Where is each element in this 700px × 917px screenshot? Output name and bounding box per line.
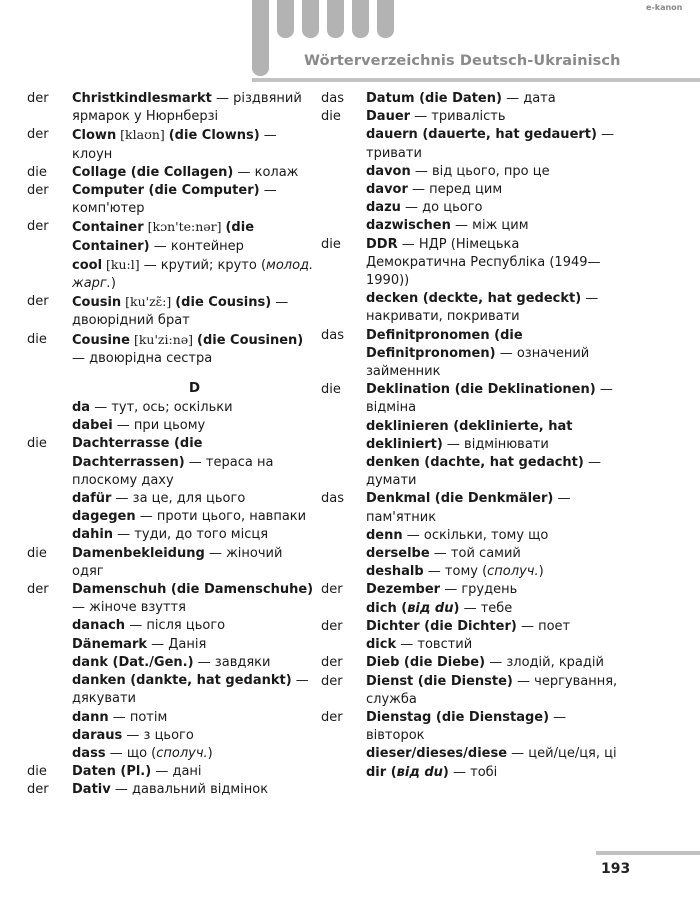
- entry-pronunciation: [klaʊn]: [116, 127, 169, 143]
- entry-headword: Container: [72, 220, 144, 236]
- dictionary-entry: [321, 709, 621, 745]
- header-rule: [252, 78, 700, 82]
- entry-translation: — колаж: [233, 164, 299, 180]
- dictionary-entry: [27, 435, 317, 490]
- entry-headword: derselbe: [366, 546, 430, 562]
- dictionary-entry: [321, 236, 621, 291]
- dictionary-entry: [27, 126, 317, 163]
- entry-article: der: [27, 294, 49, 310]
- dictionary-entry: [27, 763, 317, 781]
- entry-headword: davor: [366, 182, 408, 198]
- dictionary-entry: [27, 90, 317, 126]
- page-number: 193: [601, 861, 631, 877]
- entry-translation-end: ): [538, 564, 544, 580]
- dictionary-entry: [27, 490, 317, 508]
- entry-headword: Denkmal (die Denkmäler): [366, 491, 554, 507]
- entry-headword: Dauer: [366, 109, 411, 125]
- dictionary-entry: [321, 490, 621, 526]
- entry-headword: dick: [366, 637, 397, 653]
- entry-headword: deshalb: [366, 564, 424, 580]
- dictionary-entry: [27, 654, 317, 672]
- entry-article: der: [321, 618, 343, 634]
- dictionary-entry: [321, 764, 621, 782]
- entry-headword-note: від du: [407, 600, 454, 616]
- entry-plural: (die Cousins): [175, 295, 272, 311]
- entry-translation: — вівторок: [366, 709, 567, 744]
- entry-headword: Cousine: [72, 332, 130, 348]
- entry-translation: — пам'ятник: [366, 491, 571, 525]
- entry-translation: — дані: [151, 764, 202, 780]
- dictionary-entry: [321, 126, 621, 162]
- entry-translation: — означений займенник: [366, 345, 590, 380]
- header-tab-4: [327, 0, 344, 38]
- dictionary-entry: [27, 526, 317, 544]
- entry-headword: dazu: [366, 200, 401, 216]
- entry-grammar-note: молод. жарг.: [72, 257, 314, 292]
- entry-article: das: [321, 91, 344, 106]
- entry-translation: — з цього: [122, 727, 194, 743]
- entry-headword: dauern (dauerte, hat gedauert): [366, 127, 597, 143]
- header-tab-1: [252, 0, 269, 76]
- entry-headword: Dezember: [366, 582, 441, 598]
- entry-translation: — оскільки, тому що: [402, 527, 549, 543]
- dictionary-entry: [27, 617, 317, 635]
- dictionary-entry: [27, 727, 317, 745]
- entry-translation: — тебе: [459, 600, 513, 616]
- entry-translation: — НДР (Німецька Демократична Республіка (1949—1990)): [366, 236, 601, 289]
- dictionary-entry: [321, 618, 621, 636]
- dictionary-entry: [321, 290, 621, 326]
- entry-translation: — проти цього, навпаки: [135, 509, 307, 525]
- dictionary-entry: [321, 654, 621, 672]
- entry-headword: cool: [72, 257, 103, 273]
- dictionary-entry: [321, 181, 621, 199]
- footer-rule: [596, 851, 700, 855]
- entry-article: der: [27, 782, 49, 798]
- entry-article: der: [27, 219, 49, 235]
- entry-article: der: [321, 655, 343, 671]
- entry-translation: — давальний відмінок: [110, 782, 269, 798]
- entry-headword: davon: [366, 163, 411, 179]
- dictionary-entry: [321, 108, 621, 126]
- left-column: [27, 90, 317, 800]
- entry-headword: dazwischen: [366, 218, 451, 234]
- entry-headword: DDR: [366, 236, 398, 252]
- entry-headword: Clown: [72, 128, 117, 144]
- entry-translation: — перед цим: [407, 182, 503, 198]
- header-tab-5: [352, 0, 369, 38]
- entry-translation: — до цього: [400, 200, 483, 216]
- entry-headword: Dichter (die Dichter): [366, 618, 517, 634]
- entry-translation: — тут, ось; оскільки: [90, 400, 233, 416]
- entry-translation: — дата: [501, 91, 556, 106]
- entry-headword: Dänemark: [72, 636, 148, 652]
- dictionary-entry: [321, 545, 621, 563]
- right-column: [321, 90, 621, 782]
- header-tab-2: [277, 0, 294, 38]
- entry-headword: Cousin: [72, 295, 122, 311]
- entry-pronunciation: [kɔn'te:nər]: [143, 219, 226, 235]
- entry-translation: — потім: [108, 709, 168, 725]
- entry-translation: — той самий: [429, 546, 521, 562]
- dictionary-entry: [27, 293, 317, 330]
- entry-headword: Deklination (die Deklinationen): [366, 382, 596, 398]
- entry-article: die: [27, 545, 47, 561]
- dictionary-entry: [27, 508, 317, 526]
- entry-translation-end: ): [207, 745, 213, 761]
- dictionary-entry: [27, 218, 317, 255]
- entry-headword: dagegen: [72, 509, 136, 525]
- entry-translation: — чергування, служба: [366, 673, 618, 707]
- entry-translation: — тераса на плоскому даху: [72, 454, 274, 488]
- header-tab-6: [377, 0, 394, 38]
- dictionary-entry: [27, 672, 317, 708]
- entry-translation: — комп'ютер: [72, 183, 277, 217]
- dictionary-entry: [321, 581, 621, 599]
- header-tab-3: [302, 0, 319, 38]
- dictionary-entry: [321, 527, 621, 545]
- entry-headword: danach: [72, 618, 126, 634]
- dictionary-entry: [27, 182, 317, 218]
- entry-headword: decken (deckte, hat gedeckt): [366, 291, 582, 307]
- entry-headword: Christkindlesmarkt: [72, 91, 212, 106]
- entry-headword-close: ): [442, 764, 449, 780]
- dictionary-entry: [27, 399, 317, 417]
- entry-translation: — жіноче взуття: [72, 600, 186, 616]
- entry-translation: — крутий; круто (: [143, 257, 267, 273]
- entry-headword: Collage (die Collagen): [72, 164, 234, 180]
- entry-translation: — від цього, про це: [410, 163, 550, 179]
- entry-article: der: [321, 582, 343, 598]
- entry-article: die: [27, 436, 47, 452]
- entry-pronunciation: [ku'zɛ̃:]: [121, 294, 176, 310]
- entry-headword: dich (: [366, 600, 408, 616]
- entry-translation: — тривалість: [410, 109, 506, 125]
- entry-translation: — жіночий одяг: [72, 545, 283, 579]
- entry-headword: Dienstag (die Dienstage): [366, 709, 550, 725]
- entry-headword: Computer (die Computer): [72, 183, 260, 199]
- entry-article: der: [27, 127, 49, 143]
- dictionary-entry: [321, 563, 621, 581]
- entry-article: die: [27, 164, 47, 180]
- dictionary-entry: [321, 600, 621, 618]
- entry-headword: dann: [72, 709, 109, 725]
- entry-translation: — накривати, покривати: [366, 291, 599, 325]
- entry-headword: Daten (Pl.): [72, 764, 152, 780]
- entry-translation: — за це, для цього: [111, 491, 246, 507]
- entry-translation: — тривати: [366, 127, 615, 161]
- entry-translation: — після цього: [125, 618, 226, 634]
- entry-article: die: [321, 236, 341, 252]
- entry-headword: dabei: [72, 418, 113, 434]
- entry-article: der: [27, 91, 49, 106]
- entry-translation: — при цьому: [112, 418, 206, 434]
- dictionary-entry: [27, 781, 317, 799]
- entry-translation: — різдвяний ярмарок у Нюрнберзі: [72, 91, 302, 125]
- publisher-logo: e-kanon: [646, 3, 683, 12]
- dictionary-entry: [321, 381, 621, 417]
- entry-grammar-note: сполуч.: [156, 745, 208, 761]
- dictionary-entry: [27, 256, 317, 293]
- entry-pronunciation: [ku'zi:nə]: [130, 331, 198, 347]
- entry-article: die: [27, 331, 47, 347]
- entry-headword: danken (dankte, hat gedankt): [72, 673, 292, 689]
- entry-headword: denken (dachte, hat gedacht): [366, 455, 584, 471]
- entry-headword: deklinieren (deklinierte, hat dekliniert): [366, 418, 573, 452]
- entry-article: die: [321, 382, 341, 398]
- entry-translation: — відмінювати: [442, 436, 549, 452]
- entry-translation: — поет: [516, 618, 571, 634]
- entry-translation: — контейнер: [149, 238, 244, 254]
- entry-translation: — туди, до того місця: [113, 527, 269, 543]
- dictionary-entry: [321, 418, 621, 454]
- entry-translation: — відміна: [366, 382, 613, 416]
- entry-headword: Damenschuh (die Damenschuhe): [72, 582, 314, 598]
- dictionary-entry: [27, 164, 317, 182]
- entry-headword: dass: [72, 745, 106, 761]
- dictionary-entry: [321, 163, 621, 181]
- entry-headword: Dieb (die Diebe): [366, 655, 486, 671]
- dictionary-entry: [321, 673, 621, 709]
- entry-headword: Damenbekleidung: [72, 545, 205, 561]
- entry-headword: Definitpronomen (die Definitpronomen): [366, 327, 523, 361]
- dictionary-entry: [27, 331, 317, 368]
- dictionary-entry: [27, 745, 317, 763]
- entry-headword: dank (Dat./Gen.): [72, 654, 194, 670]
- entry-translation: — цей/це/ця, ці: [507, 746, 617, 762]
- dictionary-entry: [27, 545, 317, 581]
- entry-headword: daraus: [72, 727, 123, 743]
- entry-translation: — думати: [366, 455, 601, 489]
- dictionary-entry: [321, 745, 621, 763]
- entry-plural: (die Container): [72, 220, 255, 254]
- dictionary-entry: [27, 417, 317, 435]
- entry-headword-close: ): [453, 600, 460, 616]
- section-letter: D: [188, 380, 201, 397]
- entry-article: das: [321, 491, 344, 507]
- entry-article: der: [27, 183, 49, 199]
- entry-translation: — що (: [105, 745, 157, 761]
- entry-article: das: [321, 327, 344, 343]
- entry-headword: da: [72, 400, 91, 416]
- entry-translation: — злодій, крадій: [485, 655, 604, 671]
- dictionary-entry: [321, 217, 621, 235]
- entry-translation: — дякувати: [72, 673, 309, 707]
- entry-translation: — грудень: [440, 582, 518, 598]
- entry-article: der: [321, 673, 343, 689]
- dictionary-entry: [27, 709, 317, 727]
- entry-translation: — Данія: [147, 636, 207, 652]
- dictionary-entry: [27, 636, 317, 654]
- entry-translation: — товстий: [396, 637, 473, 653]
- entry-headword: dahin: [72, 527, 114, 543]
- entry-headword: denn: [366, 527, 403, 543]
- entry-headword: Datum (die Daten): [366, 91, 502, 106]
- entry-article: die: [27, 764, 47, 780]
- entry-headword: dafür: [72, 491, 112, 507]
- entry-plural: (die Clowns): [168, 128, 260, 144]
- entry-translation-end: ): [110, 276, 116, 292]
- dictionary-entry: [321, 327, 621, 382]
- entry-headword: Dativ: [72, 782, 111, 798]
- entry-article: der: [321, 709, 343, 725]
- entry-translation: — між цим: [450, 218, 529, 234]
- dictionary-entry: [27, 581, 317, 617]
- entry-translation: — двоюрідний брат: [72, 295, 289, 329]
- dictionary-entry: [321, 90, 621, 108]
- dictionary-entry: [321, 636, 621, 654]
- dictionary-entry: [321, 199, 621, 217]
- entry-headword-note: від du: [396, 764, 443, 780]
- entry-pronunciation: [ku:l]: [102, 256, 144, 272]
- entry-article: die: [321, 109, 341, 125]
- entry-headword: dir (: [366, 764, 397, 780]
- entry-translation: — двоюрідна сестра: [72, 350, 213, 366]
- entry-translation: — клоун: [72, 128, 277, 162]
- entry-translation: — тобі: [448, 764, 498, 780]
- dictionary-entry: [321, 454, 621, 490]
- entry-headword: dieser/dieses/diese: [366, 746, 508, 762]
- header-title: Wörterverzeichnis Deutsch-Ukrainisch: [304, 53, 621, 69]
- entry-grammar-note: сполуч.: [487, 564, 539, 580]
- entry-translation: — тому (: [423, 564, 488, 580]
- entry-translation: — завдяки: [193, 654, 271, 670]
- entry-headword: Dienst (die Dienste): [366, 673, 513, 689]
- entry-article: der: [27, 582, 49, 598]
- entry-headword: Dachterrasse (die Dachterrassen): [72, 436, 203, 470]
- entry-plural: (die Cousinen): [197, 332, 304, 348]
